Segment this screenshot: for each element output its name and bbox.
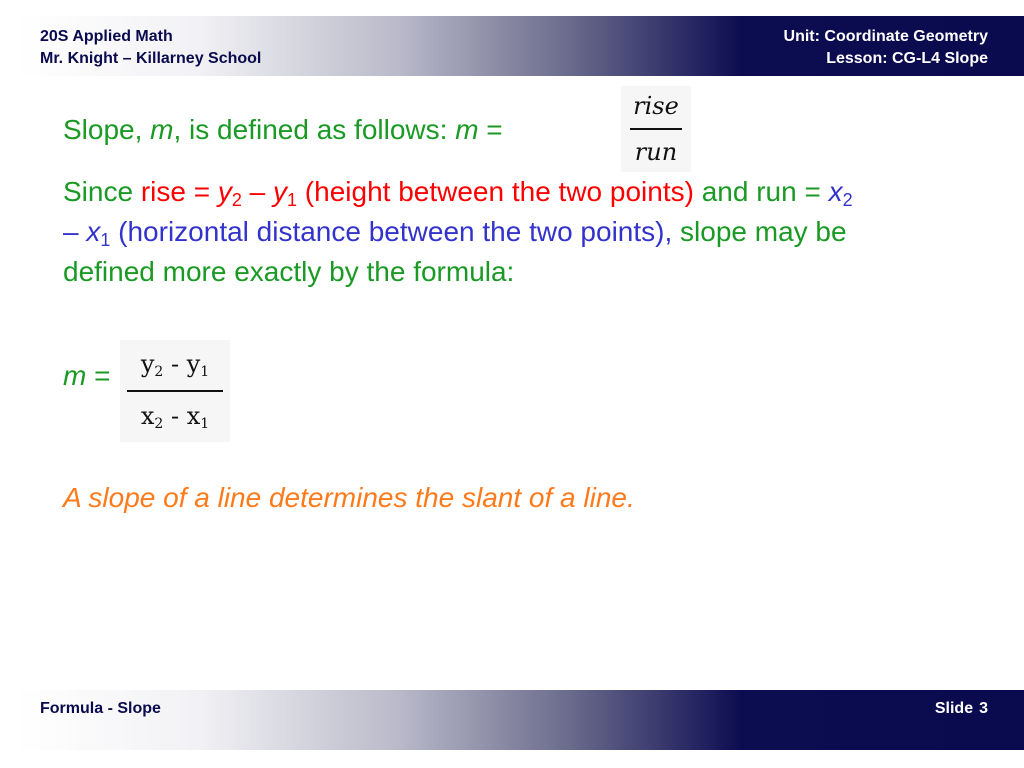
lesson-title: Lesson: CG-L4 Slope	[826, 50, 988, 67]
slope-formula-image	[120, 340, 230, 442]
dash: –	[241, 176, 274, 207]
slant-statement: A slope of a line determines the slant of a line.	[63, 482, 635, 513]
text-rise: rise =	[140, 176, 218, 207]
footer-topic: Formula - Slope	[40, 700, 161, 717]
slide-label: Slide	[934, 700, 974, 717]
header-left	[40, 26, 261, 70]
slope-definition-line	[63, 110, 853, 150]
sub-x1: 1	[100, 230, 111, 250]
slide-num: 3	[979, 700, 988, 717]
text-formula: slope may be defined more exactly by the formula:	[63, 216, 847, 287]
text-since: Since	[63, 176, 141, 207]
text-height: (height between the two points)	[297, 176, 694, 207]
text-defined: , is defined as follows:	[173, 114, 456, 145]
unit-title: Unit: Coordinate Geometry	[783, 28, 988, 45]
formula-denominator: $x_2 - x_1$	[140, 402, 210, 432]
fraction-bar	[630, 128, 682, 130]
sub-1: 1	[287, 190, 298, 210]
footer-band	[16, 690, 1024, 750]
course-title: 20S Applied Math	[40, 28, 173, 45]
header-right	[784, 26, 988, 70]
text-and-run: and run =	[701, 176, 829, 207]
rise-over-run-image	[621, 86, 691, 172]
explanation-paragraph	[63, 172, 853, 292]
dash-2: –	[63, 216, 87, 247]
sub-x2: 2	[842, 190, 853, 210]
slide-number	[929, 700, 988, 718]
sub-2: 2	[231, 190, 242, 210]
var-x1: x	[86, 216, 101, 247]
equals-sign: =	[478, 114, 503, 145]
var-m-2: m	[455, 114, 479, 145]
comma: ,	[664, 216, 673, 247]
rise-def	[140, 176, 694, 210]
equals-sign-2: =	[86, 360, 111, 391]
text-horizontal: (horizontal distance between the two points)	[110, 216, 665, 247]
var-x2: x	[828, 176, 843, 207]
fraction-denominator: run	[634, 138, 678, 166]
formula-bar	[127, 390, 223, 392]
text-slope: Slope,	[63, 114, 151, 145]
var-m: m	[150, 114, 174, 145]
var-y1: y	[273, 176, 288, 207]
formula-numerator: $y_2 - y_1$	[140, 350, 210, 380]
var-y2: y	[217, 176, 232, 207]
fraction-numerator: rise	[633, 92, 679, 120]
var-m-3: m	[63, 360, 87, 391]
teacher-name: Mr. Knight – Killarney School	[40, 50, 262, 67]
